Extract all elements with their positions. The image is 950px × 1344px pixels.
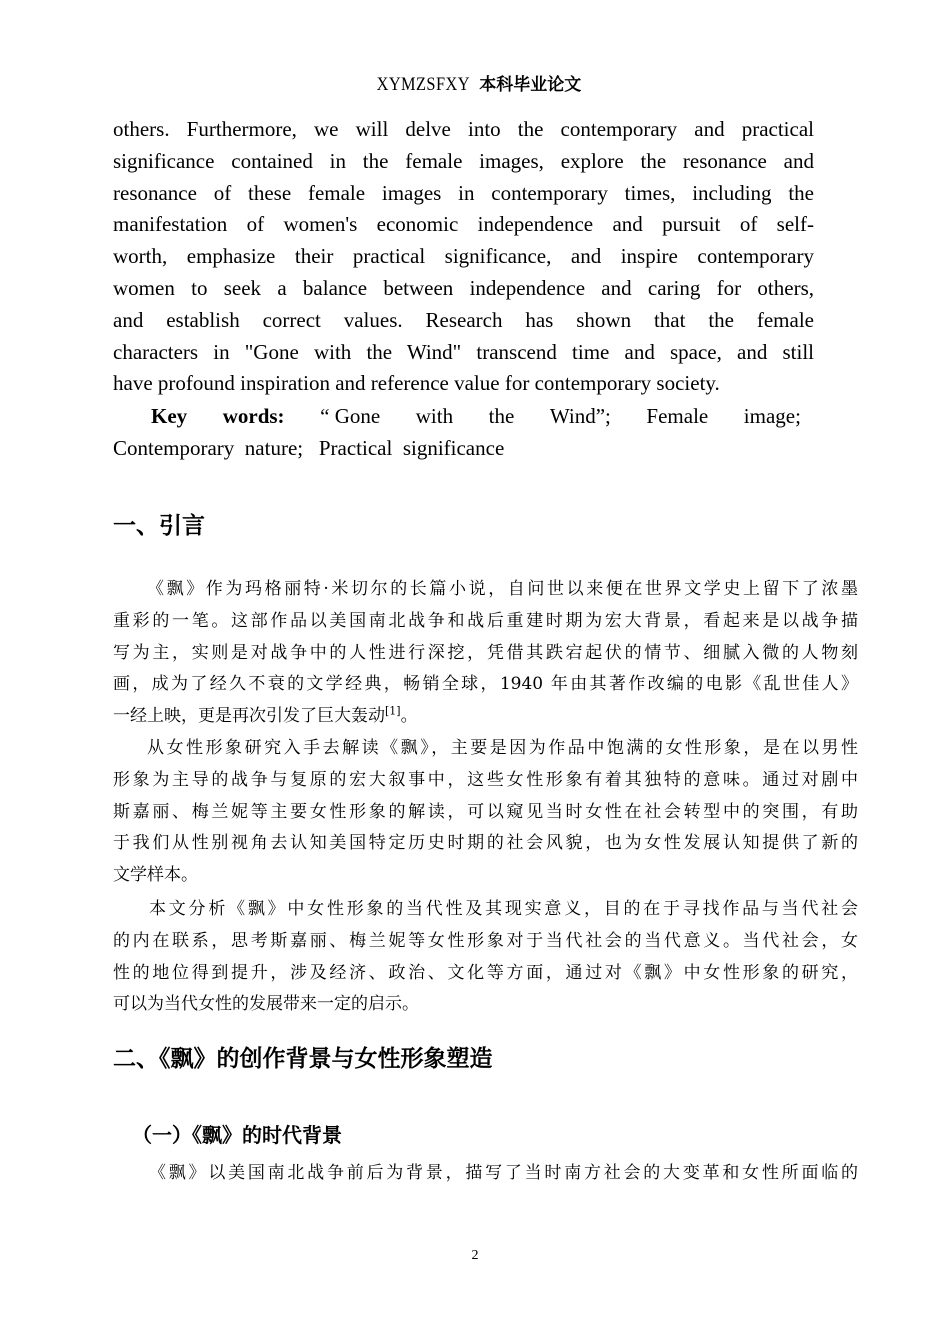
paragraph-line: 写为主，实则是对战争中的人性进行深挖，凭借其跌宕起伏的情节、细腻入微的人物刻 (113, 642, 858, 663)
paragraph-punct: 。 (400, 706, 418, 727)
paragraph-line: 形象为主导的战争与复原的宏大叙事中，这些女性形象有着其独特的意味。通过对剧中 (113, 769, 858, 790)
english-abstract (113, 114, 814, 400)
section-heading-introduction: 一、引言 (113, 513, 205, 539)
paragraph-text: 一经上映，更是再次引发了巨大轰动 (113, 706, 385, 727)
abstract-line: women to seek a balance between independence and caring for others, (113, 275, 814, 300)
paragraph-line: 本文分析《飘》中女性形象的当代性及其现实意义，目的在于寻找作品与当代社会 (149, 899, 858, 919)
keywords-label-words: words: (222, 404, 285, 428)
abstract-line: have profound inspiration and reference value for contemporary society. (113, 371, 720, 396)
paragraph-line: 重彩的一笔。这部作品以美国南北战争和战后重建时期为宏大背景，看起来是以战争描 (113, 610, 858, 631)
abstract-line: significance contained in the female images, explore the resonance and (113, 148, 814, 173)
paragraph-line: 文学样本。 (113, 865, 198, 886)
page-number: 2 (471, 1248, 479, 1263)
abstract-line: others. Furthermore, we will delve into the contemporary and practical (113, 117, 814, 141)
paragraph-line: 《飘》以美国南北战争前后为背景，描写了当时南方社会的大变革和女性所面临的 (149, 1163, 858, 1183)
abstract-line: resonance of these female images in contemporary times, including the (113, 180, 814, 205)
keywords-row-1 (113, 401, 801, 433)
paragraph-line (113, 701, 858, 733)
abstract-line: characters in "Gone with the Wind" transcend time and space, and still (113, 339, 814, 364)
section-heading-background: 二、《飘》的创作背景与女性形象塑造 (113, 1046, 493, 1072)
intro-paragraph-2 (113, 733, 858, 892)
abstract-line: manifestation of women's economic independence and pursuit of self- (113, 212, 814, 237)
paragraph-line: 于我们从性别视角去认知美国特定历史时期的社会风貌，也为女性发展认知提供了新的 (113, 833, 858, 854)
paragraph-line: 《飘》作为玛格丽特·米切尔的长篇小说，自问世以来便在世界文学史上留下了浓墨 (147, 579, 858, 599)
keyword-token: the (488, 404, 515, 428)
paragraph-line: 可以为当代女性的发展带来一定的启示。 (113, 994, 419, 1015)
keywords-row-2: Contemporary nature; Practical significance (113, 435, 505, 460)
keyword-token: “ Gone (320, 404, 381, 428)
abstract-line: and establish correct values. Research has shown that the female (113, 307, 814, 332)
paragraph-line: 的内在联系，思考斯嘉丽、梅兰妮等女性形象对于当代社会的当代意义。当代社会，女 (113, 930, 858, 951)
keyword-token: Wind”; (549, 404, 611, 428)
background-paragraph-1 (113, 1158, 858, 1190)
intro-paragraph-1 (113, 574, 858, 733)
paragraph-line: 斯嘉丽、梅兰妮等主要女性形象的解读，可以窥见当时女性在社会转型中的突围，有助 (113, 801, 858, 822)
header-title: 本科毕业论文 (479, 75, 582, 95)
citation-marker[interactable]: [1] (385, 704, 401, 718)
paragraph-line: 性的地位得到提升，涉及经济、政治、文化等方面，通过对《飘》中女性形象的研究， (113, 962, 858, 983)
keywords (113, 401, 801, 465)
paragraph-line: 从女性形象研究入手去解读《飘》，主要是因为作品中饱满的女性形象，是在以男性 (147, 738, 858, 758)
header-code: XYMZSFXY (376, 74, 470, 95)
keyword-token: Female (646, 404, 709, 428)
subsection-heading-era: （一）《飘》的时代背景 (132, 1123, 342, 1147)
keywords-label-key: Key (151, 404, 188, 428)
abstract-line: worth, emphasize their practical significance, and inspire contemporary (113, 244, 814, 269)
keyword-token: image; (743, 404, 801, 428)
paragraph-line: 画，成为了经久不衰的文学经典，畅销全球，1940 年由其著作改编的电影《乱世佳人》 (113, 674, 858, 695)
keyword-token: with (415, 404, 454, 428)
intro-paragraph-3 (113, 894, 858, 1021)
running-header (0, 72, 950, 98)
